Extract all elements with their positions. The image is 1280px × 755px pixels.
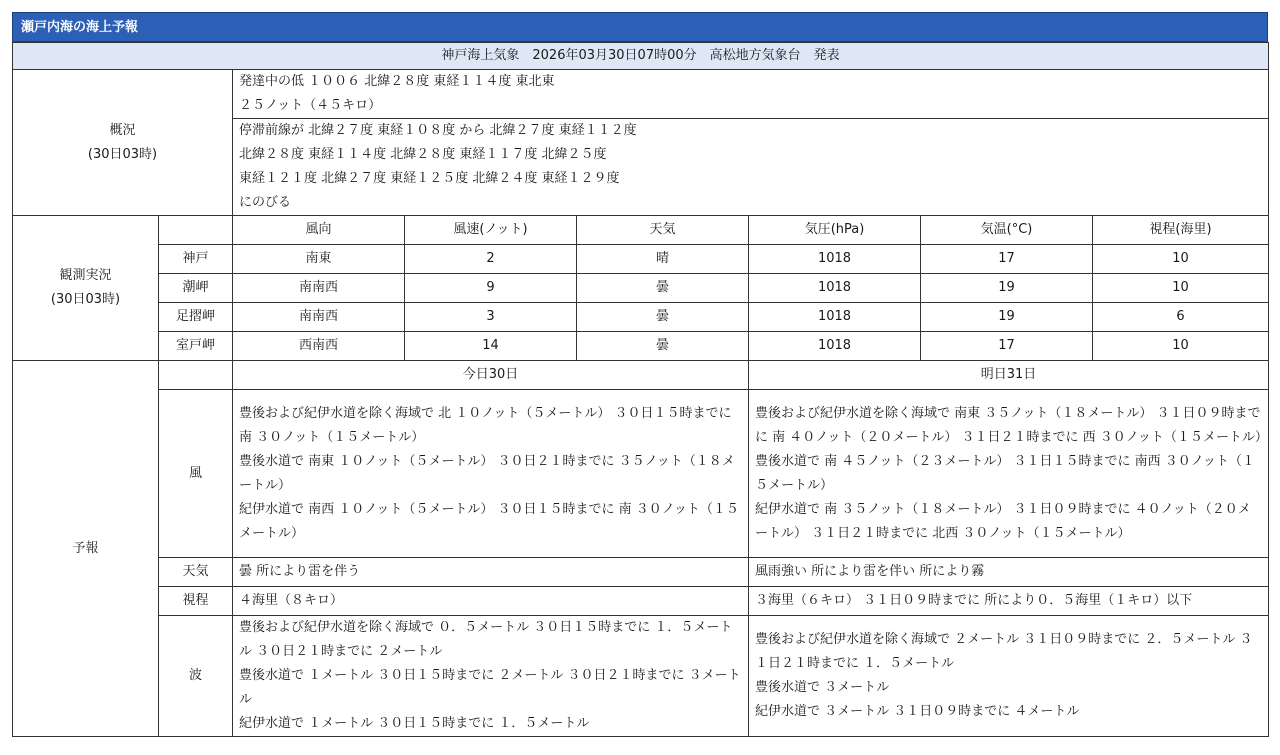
day2-header: 明日31日 (749, 361, 1269, 390)
obs-cell: 14 (405, 332, 577, 361)
wave-line: 紀伊水道で ３メートル ３１日０９時までに ４メートル (755, 704, 1080, 719)
obs-time: (30日03時) (50, 292, 121, 307)
obs-cell: 6 (1093, 303, 1269, 332)
obs-header: 風速(ノット) (405, 216, 577, 245)
forecast-label: 予報 (13, 361, 159, 737)
obs-label-cell (13, 216, 159, 361)
obs-cell: 西南西 (233, 332, 405, 361)
obs-row (13, 245, 1269, 274)
day1-header: 今日30日 (233, 361, 749, 390)
wind-day1 (233, 390, 749, 558)
gaikyo-line: にのびる (239, 195, 292, 210)
gaikyo-item (233, 70, 1269, 119)
visibility-day1: ４海里（８キロ） (233, 587, 749, 616)
obs-header: 視程(海里) (1093, 216, 1269, 245)
obs-cell: 2 (405, 245, 577, 274)
obs-cell: 南東 (233, 245, 405, 274)
station-name: 足摺岬 (159, 303, 233, 332)
obs-cell: 19 (921, 303, 1093, 332)
obs-row (13, 274, 1269, 303)
wave-line: 豊後および紀伊水道を除く海域で ２メートル ３１日０９時までに ２．５メートル ３１日２１時までに １．５メートル (755, 632, 1253, 671)
panel-title: 瀬戸内海の海上予報 (12, 12, 1268, 42)
gaikyo-line: 発達中の低 １００６ 北緯２８度 東経１１４度 東北東 (239, 74, 555, 89)
wave-line: 豊後水道で ３メートル (755, 680, 890, 695)
weather-day2: 風雨強い 所により雷を伴い 所により霧 (749, 558, 1269, 587)
obs-row (13, 303, 1269, 332)
forecast-table (12, 42, 1269, 737)
wind-day2 (749, 390, 1269, 558)
gaikyo-time: (30日03時) (87, 146, 158, 162)
forecast-corner (159, 361, 233, 390)
obs-label: 観測実況 (59, 268, 112, 283)
gaikyo-item (233, 119, 1269, 216)
obs-cell: 南南西 (233, 274, 405, 303)
obs-cell: 1018 (749, 303, 921, 332)
issue-line: 神戸海上気象 2026年03月30日07時00分 高松地方気象台 発表 (13, 43, 1269, 70)
wind-line: 豊後水道で 南東 １０ノット（５メートル） ３０日２１時までに ３５ノット（１８メートル） (239, 453, 735, 493)
gaikyo-label: 概況 (109, 122, 136, 138)
obs-cell: 3 (405, 303, 577, 332)
obs-cell: 1018 (749, 245, 921, 274)
obs-cell: 10 (1093, 245, 1269, 274)
wave-line: 豊後水道で １メートル ３０日１５時までに ２メートル ３０日２１時までに ３メートル (239, 668, 741, 707)
obs-cell: 10 (1093, 274, 1269, 303)
obs-cell: 17 (921, 245, 1093, 274)
obs-cell: 9 (405, 274, 577, 303)
gaikyo-line: 東経１２１度 北緯２７度 東経１２５度 北緯２４度 東経１２９度 (239, 171, 620, 186)
wave-label: 波 (159, 616, 233, 737)
obs-cell: 17 (921, 332, 1093, 361)
obs-row (13, 332, 1269, 361)
gaikyo-line: 北緯２８度 東経１１４度 北緯２８度 東経１１７度 北緯２５度 (239, 147, 607, 162)
obs-cell: 晴 (577, 245, 749, 274)
wave-line: 豊後および紀伊水道を除く海域で ０．５メートル ３０日１５時までに １．５メートル ３０日２１時までに ２メートル (239, 620, 733, 659)
weather-label: 天気 (159, 558, 233, 587)
weather-day1: 曇 所により雷を伴う (233, 558, 749, 587)
wind-line: 紀伊水道で 南 ３５ノット（１８メートル） ３１日０９時までに ４０ノット（２０メートル） ３１日２１時までに 北西 ３０ノット（１５メートル） (755, 501, 1251, 541)
obs-cell: 10 (1093, 332, 1269, 361)
wind-line: 豊後および紀伊水道を除く海域で 北 １０ノット（５メートル） ３０日１５時までに 南 ３０ノット（１５メートル） (239, 405, 732, 445)
wind-label: 風 (159, 390, 233, 558)
station-name: 潮岬 (159, 274, 233, 303)
gaikyo-label-cell (13, 70, 233, 216)
visibility-day2: ３海里（６キロ） ３１日０９時までに 所により０．５海里（１キロ）以下 (749, 587, 1269, 616)
obs-cell: 曇 (577, 303, 749, 332)
obs-header: 気圧(hPa) (749, 216, 921, 245)
obs-cell: 曇 (577, 332, 749, 361)
wave-day1 (233, 616, 749, 737)
wave-line: 紀伊水道で １メートル ３０日１５時までに １．５メートル (239, 716, 590, 731)
obs-cell: 19 (921, 274, 1093, 303)
obs-header: 気温(°C) (921, 216, 1093, 245)
gaikyo-line: 停滞前線が 北緯２７度 東経１０８度 から 北緯２７度 東経１１２度 (239, 123, 637, 138)
obs-corner (159, 216, 233, 245)
wave-day2 (749, 616, 1269, 737)
wind-line: 豊後および紀伊水道を除く海域で 南東 ３５ノット（１８メートル） ３１日０９時までに 南 ４０ノット（２０メートル） ３１日２１時までに 西 ３０ノット（１５メートル） (755, 405, 1268, 445)
obs-header: 風向 (233, 216, 405, 245)
obs-header: 天気 (577, 216, 749, 245)
wind-line: 紀伊水道で 南西 １０ノット（５メートル） ３０日１５時までに 南 ３０ノット（１５メートル） (239, 501, 739, 541)
obs-cell: 曇 (577, 274, 749, 303)
visibility-label: 視程 (159, 587, 233, 616)
obs-cell: 1018 (749, 332, 921, 361)
wind-line: 豊後水道で 南 ４５ノット（２３メートル） ３１日１５時までに 南西 ３０ノット（１５メートル） (755, 453, 1255, 493)
forecast-panel (12, 12, 1268, 737)
gaikyo-line: ２５ノット（４５キロ） (239, 98, 382, 113)
obs-cell: 1018 (749, 274, 921, 303)
obs-cell: 南南西 (233, 303, 405, 332)
station-name: 神戸 (159, 245, 233, 274)
station-name: 室戸岬 (159, 332, 233, 361)
